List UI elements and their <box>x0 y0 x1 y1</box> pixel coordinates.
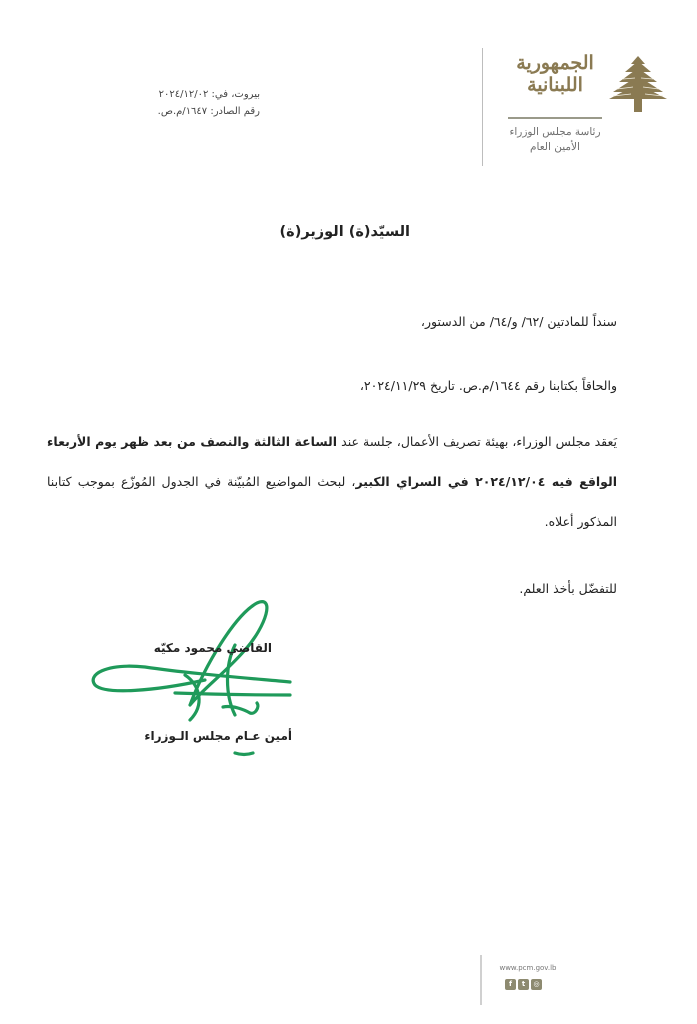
facebook-icon[interactable]: f <box>505 979 516 990</box>
header-divider <box>482 48 483 166</box>
date-reference-block <box>70 86 260 120</box>
social-links <box>505 979 542 990</box>
signatory-title: أمين عـام مجلس الـوزراء <box>144 729 292 743</box>
footer-divider <box>480 955 482 1005</box>
instagram-icon[interactable]: ◎ <box>531 979 542 990</box>
office-line-2: الأمين العام <box>530 141 580 153</box>
paragraph-constitution: سنداً للمادتين /٦٢/ و/٦٤/ من الدستور، <box>420 314 617 329</box>
republic-line-2: اللبنانية <box>527 74 583 96</box>
session-text-2: ، لبحث المواضيع المُبيّنة في الجدول المُوزّع بموجب كتابنا المذكور أعلاه. <box>47 474 617 529</box>
office-name <box>500 125 610 155</box>
paragraph-reference: والحاقاً بكتابنا رقم ١٦٤٤/م.ص. تاريخ ٢٠٢٤/١١/٢٩، <box>359 378 617 393</box>
office-line-1: رئاسة مجلس الوزراء <box>509 126 601 138</box>
website-link[interactable]: www.pcm.gov.lb <box>499 964 557 972</box>
session-text-1: يَعقد مجلس الوزراء، بهيئة تصريف الأعمال، جلسة عند <box>337 434 617 449</box>
addressee: السيّد(ة) الوزير(ة) <box>279 224 410 240</box>
date-line: بيروت، في: ٢٠٢٤/١٢/٠٢ <box>158 89 260 100</box>
signatory-name: القاضي محمود مكيّه <box>153 641 272 655</box>
wordmark-underline <box>508 117 602 119</box>
cedar-tree-icon <box>607 52 669 114</box>
reference-number: رقم الصادر: ١٦٤٧/م.ص. <box>157 106 260 117</box>
paragraph-closing: للتفضّل بأخذ العلم. <box>519 581 617 596</box>
republic-line-1: الجمهورية <box>516 52 594 74</box>
twitter-icon[interactable]: t <box>518 979 529 990</box>
republic-wordmark <box>500 52 610 96</box>
paragraph-session <box>47 422 617 542</box>
session-time-place: الساعة الثالثة والنصف من بعد ظهر يوم الأربعاء الواقع فيه ٢٠٢٤/١٢/٠٤ في السراي الكبير <box>47 434 617 489</box>
